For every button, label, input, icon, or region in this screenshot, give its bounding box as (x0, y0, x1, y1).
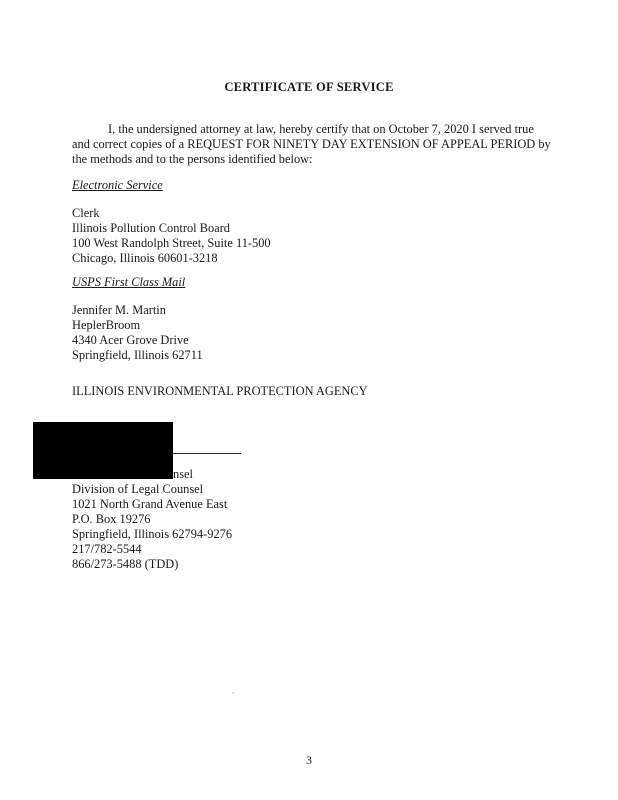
agency-name: ILLINOIS ENVIRONMENTAL PROTECTION AGENCY (72, 384, 368, 398)
page-number: 3 (306, 753, 312, 767)
address-line: Division of Legal Counsel (72, 482, 204, 496)
redaction-box (33, 422, 173, 479)
address-line: Clerk (72, 206, 100, 220)
document-title: CERTIFICATE OF SERVICE (224, 80, 394, 94)
address-line: 4340 Acer Grove Drive (72, 333, 189, 347)
paragraph-line: I, the undersigned attorney at law, hereby certify that on October 7, 2020 I served true (108, 122, 534, 136)
signer-address (72, 482, 232, 572)
signature-line (173, 453, 241, 454)
address-line: 1021 North Grand Avenue East (72, 497, 228, 511)
electronic-service-heading (72, 178, 163, 193)
paragraph-line: the methods and to the persons identified below: (72, 152, 313, 166)
mail-service-heading (72, 275, 185, 290)
address-line: 100 West Randolph Street, Suite 11-500 (72, 236, 271, 250)
section-heading: USPS First Class Mail (72, 275, 186, 289)
electronic-service-address (72, 206, 271, 266)
mail-service-address (72, 303, 203, 363)
address-line: 866/273-5488 (TDD) (72, 557, 179, 571)
section-heading: Electronic Service (72, 178, 163, 192)
address-line: Springfield, Illinois 62711 (72, 348, 203, 362)
signer-title-fragment: nsel (173, 467, 193, 481)
address-line: HeplerBroom (72, 318, 141, 332)
address-line: Springfield, Illinois 62794-9276 (72, 527, 233, 541)
paragraph-line: and correct copies of a REQUEST FOR NINETY DAY EXTENSION OF APPEAL PERIOD by (72, 137, 551, 151)
scan-speck (232, 692, 234, 694)
address-line: Chicago, Illinois 60601-3218 (72, 251, 218, 265)
address-line: Jennifer M. Martin (72, 303, 166, 317)
address-line: 217/782-5544 (72, 542, 142, 556)
certification-paragraph (72, 122, 552, 167)
address-line: Illinois Pollution Control Board (72, 221, 230, 235)
address-line: P.O. Box 19276 (72, 512, 151, 526)
